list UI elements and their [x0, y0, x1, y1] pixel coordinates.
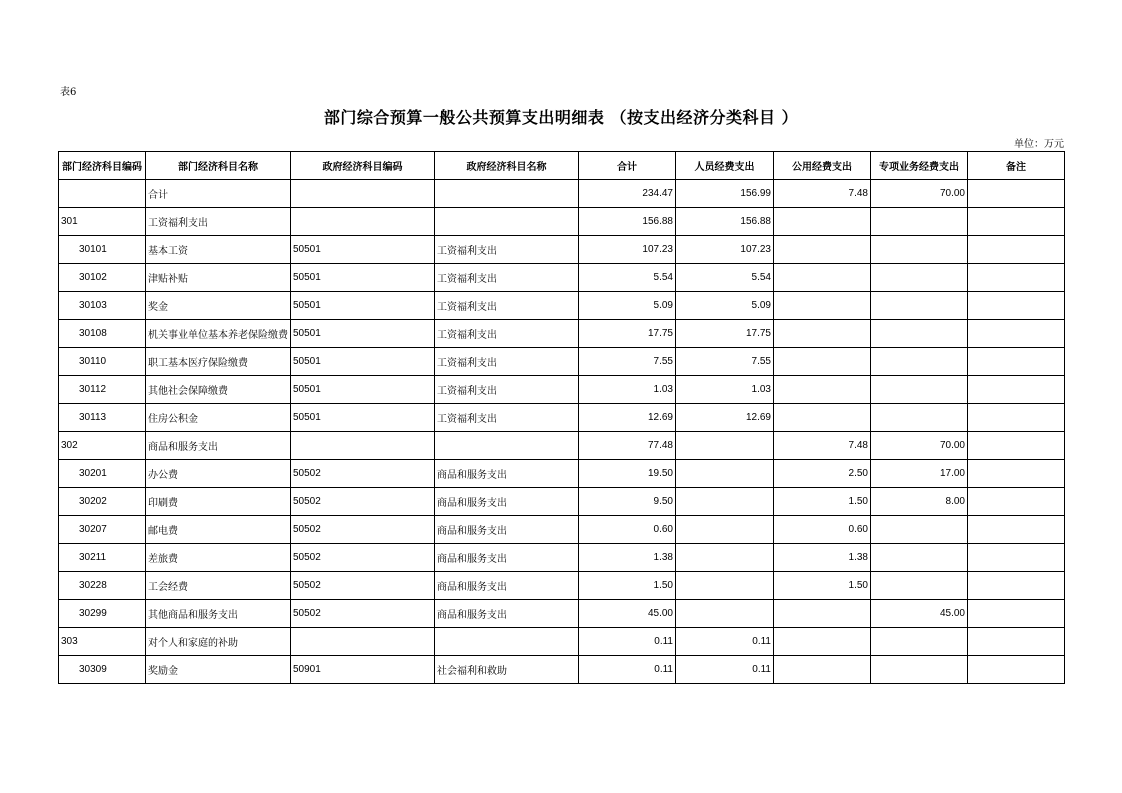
- cell-note: [968, 460, 1065, 488]
- cell-dept-name: 其他社会保障缴费: [146, 376, 291, 404]
- cell-public: 1.38: [774, 544, 871, 572]
- cell-gov-code: [291, 208, 435, 236]
- header-note: 备注: [968, 152, 1065, 180]
- cell-gov-code: [291, 432, 435, 460]
- cell-special: [871, 376, 968, 404]
- cell-public: [774, 376, 871, 404]
- cell-special: [871, 516, 968, 544]
- unit-label: 单位：万元: [1014, 139, 1064, 150]
- header-gov-name: 政府经济科目名称: [435, 152, 579, 180]
- cell-gov-code: 50502: [291, 572, 435, 600]
- cell-gov-code: [291, 180, 435, 208]
- header-special: 专项业务经费支出: [871, 152, 968, 180]
- cell-gov-name: 工资福利支出: [435, 376, 579, 404]
- cell-dept-code: 301: [59, 208, 146, 236]
- cell-note: [968, 600, 1065, 628]
- cell-note: [968, 404, 1065, 432]
- cell-personnel: [676, 600, 774, 628]
- cell-personnel: 156.99: [676, 180, 774, 208]
- cell-public: [774, 264, 871, 292]
- cell-gov-code: 50502: [291, 544, 435, 572]
- cell-special: 70.00: [871, 180, 968, 208]
- cell-total: 5.09: [579, 292, 676, 320]
- cell-dept-name: 奖励金: [146, 656, 291, 684]
- table-row: [59, 236, 1065, 264]
- cell-note: [968, 544, 1065, 572]
- cell-gov-name: [435, 208, 579, 236]
- cell-dept-name: 职工基本医疗保险缴费: [146, 348, 291, 376]
- table-row: [59, 208, 1065, 236]
- header-total: 合计: [579, 152, 676, 180]
- cell-special: [871, 404, 968, 432]
- cell-public: 7.48: [774, 432, 871, 460]
- cell-dept-name: 工资福利支出: [146, 208, 291, 236]
- cell-dept-code: 30207: [59, 516, 146, 544]
- page-title: 部门综合预算一般公共预算支出明细表 （按支出经济分类科目 ）: [323, 108, 799, 127]
- cell-note: [968, 516, 1065, 544]
- cell-gov-name: [435, 432, 579, 460]
- cell-note: [968, 572, 1065, 600]
- cell-dept-name: 办公费: [146, 460, 291, 488]
- cell-total: 19.50: [579, 460, 676, 488]
- cell-personnel: [676, 516, 774, 544]
- table-row: [59, 376, 1065, 404]
- cell-total: 0.11: [579, 628, 676, 656]
- cell-total: 1.38: [579, 544, 676, 572]
- cell-personnel: 5.54: [676, 264, 774, 292]
- table-row: [59, 628, 1065, 656]
- cell-gov-code: [291, 628, 435, 656]
- table-row: [59, 292, 1065, 320]
- cell-dept-code: 30228: [59, 572, 146, 600]
- table-header-row: [59, 152, 1065, 180]
- cell-note: [968, 656, 1065, 684]
- cell-personnel: 12.69: [676, 404, 774, 432]
- cell-personnel: [676, 572, 774, 600]
- cell-note: [968, 320, 1065, 348]
- cell-total: 77.48: [579, 432, 676, 460]
- cell-dept-code: 30108: [59, 320, 146, 348]
- cell-dept-code: 30101: [59, 236, 146, 264]
- cell-gov-code: 50501: [291, 292, 435, 320]
- cell-dept-code: 302: [59, 432, 146, 460]
- table-row: [59, 404, 1065, 432]
- cell-special: 70.00: [871, 432, 968, 460]
- cell-dept-name: 合计: [146, 180, 291, 208]
- cell-special: [871, 572, 968, 600]
- cell-gov-name: 工资福利支出: [435, 292, 579, 320]
- cell-dept-name: 基本工资: [146, 236, 291, 264]
- cell-gov-code: 50501: [291, 376, 435, 404]
- cell-gov-code: 50501: [291, 264, 435, 292]
- cell-public: [774, 404, 871, 432]
- cell-gov-name: 商品和服务支出: [435, 488, 579, 516]
- cell-gov-name: 工资福利支出: [435, 236, 579, 264]
- table-row: [59, 656, 1065, 684]
- cell-special: [871, 292, 968, 320]
- cell-total: 5.54: [579, 264, 676, 292]
- cell-public: 1.50: [774, 488, 871, 516]
- cell-public: [774, 656, 871, 684]
- cell-personnel: 156.88: [676, 208, 774, 236]
- cell-dept-name: 差旅费: [146, 544, 291, 572]
- cell-special: [871, 236, 968, 264]
- cell-total: 7.55: [579, 348, 676, 376]
- cell-dept-code: 30102: [59, 264, 146, 292]
- header-public: 公用经费支出: [774, 152, 871, 180]
- cell-total: 45.00: [579, 600, 676, 628]
- cell-public: [774, 600, 871, 628]
- table-row: [59, 180, 1065, 208]
- cell-gov-name: [435, 180, 579, 208]
- cell-dept-name: 商品和服务支出: [146, 432, 291, 460]
- cell-note: [968, 488, 1065, 516]
- cell-personnel: [676, 488, 774, 516]
- cell-dept-name: 工会经费: [146, 572, 291, 600]
- expenditure-table: [58, 151, 1065, 684]
- header-dept-name: 部门经济科目名称: [146, 152, 291, 180]
- table-row: [59, 544, 1065, 572]
- cell-dept-code: 30202: [59, 488, 146, 516]
- cell-gov-name: 工资福利支出: [435, 348, 579, 376]
- table-body: [59, 180, 1065, 684]
- cell-gov-name: 商品和服务支出: [435, 572, 579, 600]
- cell-total: 1.03: [579, 376, 676, 404]
- cell-special: [871, 264, 968, 292]
- cell-personnel: 1.03: [676, 376, 774, 404]
- cell-public: [774, 236, 871, 264]
- cell-total: 9.50: [579, 488, 676, 516]
- cell-note: [968, 208, 1065, 236]
- cell-gov-name: 商品和服务支出: [435, 600, 579, 628]
- cell-dept-code: 30299: [59, 600, 146, 628]
- cell-personnel: 7.55: [676, 348, 774, 376]
- sheet-label: 表6: [60, 87, 77, 98]
- cell-total: 12.69: [579, 404, 676, 432]
- cell-note: [968, 292, 1065, 320]
- cell-special: 17.00: [871, 460, 968, 488]
- cell-total: 156.88: [579, 208, 676, 236]
- cell-dept-name: 奖金: [146, 292, 291, 320]
- table-row: [59, 516, 1065, 544]
- cell-note: [968, 236, 1065, 264]
- cell-gov-code: 50502: [291, 488, 435, 516]
- cell-personnel: [676, 460, 774, 488]
- cell-total: 107.23: [579, 236, 676, 264]
- cell-gov-code: 50501: [291, 348, 435, 376]
- cell-gov-name: 商品和服务支出: [435, 460, 579, 488]
- cell-dept-code: [59, 180, 146, 208]
- cell-dept-code: 30113: [59, 404, 146, 432]
- table-row: [59, 460, 1065, 488]
- cell-dept-code: 30211: [59, 544, 146, 572]
- cell-personnel: [676, 432, 774, 460]
- cell-total: 0.11: [579, 656, 676, 684]
- cell-special: [871, 544, 968, 572]
- cell-personnel: 5.09: [676, 292, 774, 320]
- cell-note: [968, 376, 1065, 404]
- cell-note: [968, 264, 1065, 292]
- cell-personnel: 0.11: [676, 628, 774, 656]
- cell-gov-code: 50501: [291, 320, 435, 348]
- table-row: [59, 572, 1065, 600]
- cell-gov-name: 商品和服务支出: [435, 544, 579, 572]
- cell-dept-code: 30110: [59, 348, 146, 376]
- table-row: [59, 488, 1065, 516]
- cell-gov-name: [435, 628, 579, 656]
- header-dept-code: 部门经济科目编码: [59, 152, 146, 180]
- table-row: [59, 432, 1065, 460]
- cell-dept-code: 30201: [59, 460, 146, 488]
- cell-total: 1.50: [579, 572, 676, 600]
- cell-gov-name: 工资福利支出: [435, 404, 579, 432]
- table-row: [59, 320, 1065, 348]
- cell-personnel: 107.23: [676, 236, 774, 264]
- cell-dept-code: 30112: [59, 376, 146, 404]
- header-personnel: 人员经费支出: [676, 152, 774, 180]
- cell-gov-code: 50502: [291, 516, 435, 544]
- cell-total: 0.60: [579, 516, 676, 544]
- cell-dept-name: 津贴补贴: [146, 264, 291, 292]
- table-row: [59, 348, 1065, 376]
- cell-dept-name: 住房公积金: [146, 404, 291, 432]
- cell-note: [968, 180, 1065, 208]
- cell-dept-name: 邮电费: [146, 516, 291, 544]
- cell-note: [968, 348, 1065, 376]
- cell-special: [871, 348, 968, 376]
- cell-gov-code: 50501: [291, 236, 435, 264]
- cell-personnel: 0.11: [676, 656, 774, 684]
- cell-dept-code: 303: [59, 628, 146, 656]
- cell-public: [774, 348, 871, 376]
- header-gov-code: 政府经济科目编码: [291, 152, 435, 180]
- cell-gov-code: 50501: [291, 404, 435, 432]
- cell-special: [871, 320, 968, 348]
- cell-public: 1.50: [774, 572, 871, 600]
- cell-total: 17.75: [579, 320, 676, 348]
- cell-public: [774, 208, 871, 236]
- cell-personnel: [676, 544, 774, 572]
- cell-dept-name: 对个人和家庭的补助: [146, 628, 291, 656]
- cell-note: [968, 628, 1065, 656]
- cell-special: 8.00: [871, 488, 968, 516]
- cell-gov-name: 工资福利支出: [435, 320, 579, 348]
- cell-public: [774, 320, 871, 348]
- cell-total: 234.47: [579, 180, 676, 208]
- cell-gov-code: 50901: [291, 656, 435, 684]
- cell-gov-code: 50502: [291, 460, 435, 488]
- cell-public: 2.50: [774, 460, 871, 488]
- cell-public: 7.48: [774, 180, 871, 208]
- table-row: [59, 264, 1065, 292]
- cell-special: [871, 628, 968, 656]
- cell-public: 0.60: [774, 516, 871, 544]
- cell-dept-name: 印刷费: [146, 488, 291, 516]
- cell-gov-code: 50502: [291, 600, 435, 628]
- cell-special: 45.00: [871, 600, 968, 628]
- cell-gov-name: 社会福利和救助: [435, 656, 579, 684]
- cell-dept-name: 机关事业单位基本养老保险缴费: [146, 320, 291, 348]
- cell-public: [774, 628, 871, 656]
- cell-special: [871, 208, 968, 236]
- cell-note: [968, 432, 1065, 460]
- table-row: [59, 600, 1065, 628]
- cell-dept-code: 30103: [59, 292, 146, 320]
- cell-dept-name: 其他商品和服务支出: [146, 600, 291, 628]
- cell-public: [774, 292, 871, 320]
- cell-special: [871, 656, 968, 684]
- cell-gov-name: 商品和服务支出: [435, 516, 579, 544]
- cell-dept-code: 30309: [59, 656, 146, 684]
- cell-gov-name: 工资福利支出: [435, 264, 579, 292]
- cell-personnel: 17.75: [676, 320, 774, 348]
